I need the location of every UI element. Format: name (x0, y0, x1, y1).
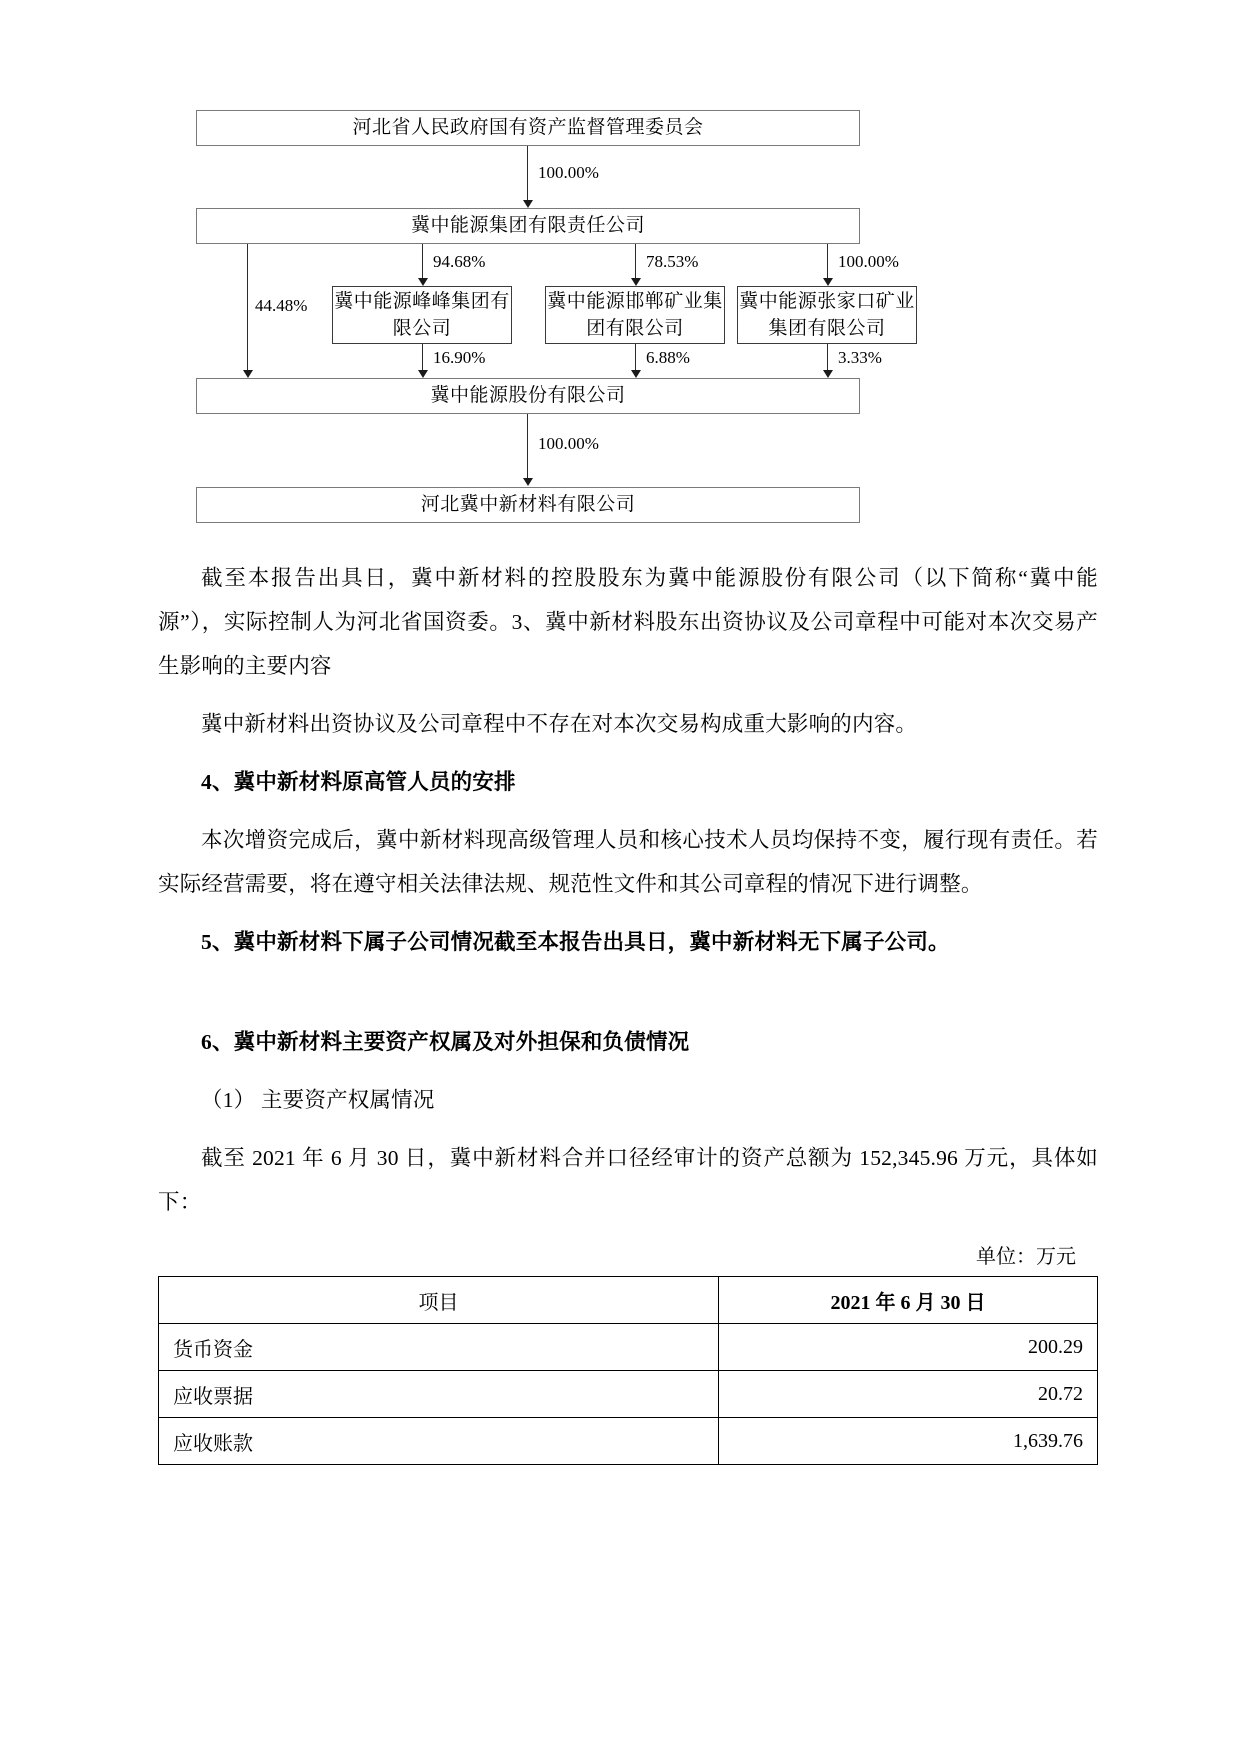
table-row (159, 1418, 1098, 1465)
table-cell-item: 应收票据 (159, 1371, 719, 1418)
spacer (158, 906, 1098, 920)
document-body (158, 556, 1098, 1465)
connector-group-to-sub3 (827, 244, 828, 278)
connector-group-to-listco (247, 244, 248, 370)
table-unit-note: 单位：万元 (976, 1246, 1076, 1268)
arrowhead-group-to-listco (243, 370, 253, 378)
arrowhead-group-to-sub3 (823, 278, 833, 286)
org-node-fengfeng-label: 冀中能源峰峰集团有限公司 (334, 291, 510, 339)
arrowhead-sub3-to-listco (823, 370, 833, 378)
ownership-structure-diagram (0, 0, 1240, 540)
org-node-group-label: 冀中能源集团有限责任公司 (410, 215, 645, 236)
spacer (158, 804, 1098, 818)
table-header-date: 2021 年 6 月 30 日 (719, 1277, 1098, 1324)
connector-sub1-to-listco (422, 344, 423, 370)
org-node-handan (545, 286, 725, 344)
spacer (158, 1122, 1098, 1136)
org-node-group (196, 208, 860, 244)
arrowhead-sub1-to-listco (418, 370, 428, 378)
assets-table (158, 1276, 1098, 1465)
org-node-zhangjiakou-label: 冀中能源张家口矿业集团有限公司 (739, 291, 915, 339)
pct-sub3-to-listco: 3.33% (838, 348, 882, 367)
table-cell-value: 1,639.76 (719, 1418, 1098, 1465)
table-header-item: 项目 (159, 1277, 719, 1324)
spacer (158, 688, 1098, 702)
table-cell-item: 货币资金 (159, 1324, 719, 1371)
paragraph-articles-no-impact: 冀中新材料出资协议及公司章程中不存在对本次交易构成重大影响的内容。 (201, 712, 918, 736)
connector-sub3-to-listco (827, 344, 828, 370)
org-node-fengfeng (332, 286, 512, 344)
connector-group-to-sub2 (635, 244, 636, 278)
pct-sub2-to-listco: 6.88% (646, 348, 690, 367)
table-cell-value: 20.72 (719, 1371, 1098, 1418)
arrowhead-group-to-sub1 (418, 278, 428, 286)
arrowhead-group-to-sub2 (631, 278, 641, 286)
org-node-sasac (196, 110, 860, 146)
table-row (159, 1324, 1098, 1371)
org-node-sasac-label: 河北省人民政府国有资产监督管理委员会 (352, 117, 704, 138)
pct-group-to-sub2: 78.53% (646, 252, 699, 271)
spacer (158, 964, 1098, 1020)
paragraph-total-assets: 截至 2021 年 6 月 30 日，冀中新材料合并口径经审计的资产总额为 152,345.96 万元，具体如下： (158, 1146, 1098, 1214)
heading-section-6-1: （1） 主要资产权属情况 (201, 1088, 435, 1112)
arrowhead-sasac-to-group (523, 200, 533, 208)
spacer (158, 746, 1098, 760)
org-node-listco-label: 冀中能源股份有限公司 (430, 385, 626, 406)
heading-section-4: 4、冀中新材料原高管人员的安排 (201, 770, 516, 794)
spacer (158, 1224, 1098, 1238)
pct-group-to-sub1: 94.68% (433, 252, 486, 271)
pct-sub1-to-listco: 16.90% (433, 348, 486, 367)
pct-sasac-to-group: 100.00% (538, 163, 599, 182)
pct-group-to-sub3: 100.00% (838, 252, 899, 271)
org-node-zhangjiakou (737, 286, 917, 344)
connector-listco-to-target (527, 414, 528, 478)
table-cell-item: 应收账款 (159, 1418, 719, 1465)
spacer (158, 1064, 1098, 1078)
arrowhead-sub2-to-listco (631, 370, 641, 378)
org-node-handan-label: 冀中能源邯郸矿业集团有限公司 (547, 291, 723, 339)
table-cell-value: 200.29 (719, 1324, 1098, 1371)
arrowhead-listco-to-target (523, 478, 533, 486)
org-node-target (196, 487, 860, 523)
connector-sub2-to-listco (635, 344, 636, 370)
heading-section-5: 5、冀中新材料下属子公司情况截至本报告出具日，冀中新材料无下属子公司。 (201, 930, 950, 954)
connector-sasac-to-group (527, 146, 528, 200)
paragraph-management-arrangement: 本次增资完成后，冀中新材料现高级管理人员和核心技术人员均保持不变，履行现有责任。若实际经营需要，将在遵守相关法律法规、规范性文件和其公司章程的情况下进行调整。 (158, 828, 1098, 896)
pct-listco-to-target: 100.00% (538, 434, 599, 453)
table-header-row (159, 1277, 1098, 1324)
connector-group-to-sub1 (422, 244, 423, 278)
heading-section-6: 6、冀中新材料主要资产权属及对外担保和负债情况 (201, 1030, 690, 1054)
org-node-target-label: 河北冀中新材料有限公司 (420, 494, 636, 515)
paragraph-controlling-shareholder: 截至本报告出具日，冀中新材料的控股股东为冀中能源股份有限公司（以下简称“冀中能源”），实际控制人为河北省国资委。3、冀中新材料股东出资协议及公司章程中可能对本次交易产生影响的主要内容 (158, 566, 1098, 678)
table-row (159, 1371, 1098, 1418)
pct-group-to-listco: 44.48% (255, 296, 308, 315)
org-node-listco (196, 378, 860, 414)
